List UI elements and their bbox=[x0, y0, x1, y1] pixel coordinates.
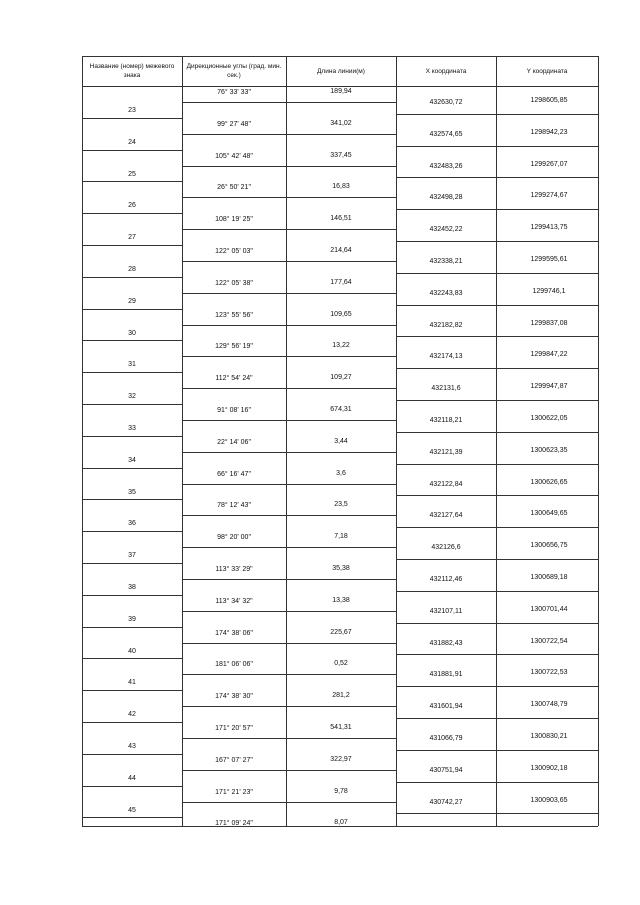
segment-length: 109,65 bbox=[330, 310, 352, 318]
point-x-coordinate: 432131,6 bbox=[431, 385, 461, 393]
point-y-coordinate: 1300623,35 bbox=[530, 446, 568, 454]
header-name: Название (номер) межевого знака bbox=[89, 63, 175, 79]
segment-angle: 112° 54' 24" bbox=[215, 375, 253, 383]
point-name: 40 bbox=[128, 647, 136, 655]
row-divider bbox=[82, 817, 182, 818]
point-y-coordinate: 1299847,22 bbox=[530, 351, 568, 359]
row-divider bbox=[82, 786, 182, 787]
segment-angle: 76° 33' 33" bbox=[217, 89, 251, 96]
point-x-coordinate: 432174,13 bbox=[429, 353, 463, 361]
segment-angle: 174° 38' 30" bbox=[215, 693, 253, 701]
point-name: 39 bbox=[128, 615, 136, 623]
point-x-coordinate: 431066,79 bbox=[429, 734, 463, 742]
row-divider bbox=[396, 686, 598, 687]
point-y-coordinate: 1299837,08 bbox=[530, 319, 568, 327]
segment-length: 541,31 bbox=[330, 724, 352, 731]
segment-angle: 113° 33' 29" bbox=[215, 566, 253, 573]
header-length: Длина линии(м) bbox=[317, 67, 365, 75]
segment-angle: 22° 14' 06" bbox=[217, 438, 251, 446]
point-x-coordinate: 431882,43 bbox=[429, 639, 463, 647]
point-name: 41 bbox=[128, 679, 136, 687]
point-name: 25 bbox=[128, 170, 136, 178]
row-divider bbox=[82, 118, 182, 119]
point-y-coordinate: 1300748,79 bbox=[530, 701, 568, 709]
row-divider bbox=[82, 436, 182, 437]
point-name: 24 bbox=[128, 138, 136, 146]
point-name: 44 bbox=[128, 774, 136, 782]
row-divider bbox=[396, 146, 598, 147]
segment-length: 225,67 bbox=[330, 628, 352, 636]
point-y-coordinate: 1298942,23 bbox=[530, 128, 568, 136]
row-divider bbox=[82, 595, 182, 596]
point-y-coordinate: 1300830,21 bbox=[530, 732, 568, 740]
point-name: 31 bbox=[128, 361, 136, 369]
segment-length: 674,31 bbox=[330, 406, 352, 413]
point-y-coordinate: 1300701,44 bbox=[530, 605, 568, 613]
row-divider bbox=[396, 495, 598, 496]
row-divider bbox=[82, 690, 182, 691]
row-divider bbox=[396, 241, 598, 242]
segment-length: 322,97 bbox=[330, 755, 352, 763]
point-y-coordinate: 1300902,18 bbox=[530, 764, 568, 772]
row-divider bbox=[182, 515, 396, 516]
row-divider bbox=[396, 400, 598, 401]
segment-length: 337,45 bbox=[330, 151, 352, 159]
segment-length: 3,6 bbox=[336, 469, 346, 477]
segment-angle: 26° 50' 21" bbox=[217, 184, 251, 192]
row-divider bbox=[396, 336, 598, 337]
segment-angle: 113° 34' 32" bbox=[215, 597, 253, 605]
header-y: Y координата bbox=[526, 67, 568, 75]
point-x-coordinate: 432338,21 bbox=[429, 257, 463, 265]
row-divider bbox=[182, 643, 396, 644]
row-divider bbox=[82, 150, 182, 151]
column-divider bbox=[396, 56, 397, 826]
row-divider bbox=[82, 826, 598, 827]
row-divider bbox=[182, 547, 396, 548]
segment-angle: 122° 05' 38" bbox=[215, 279, 253, 287]
point-y-coordinate: 1300656,75 bbox=[530, 542, 568, 550]
row-divider bbox=[182, 770, 396, 771]
row-divider bbox=[182, 388, 396, 389]
row-divider bbox=[396, 209, 598, 210]
row-divider bbox=[396, 591, 598, 592]
segment-angle: 108° 19' 25" bbox=[215, 216, 253, 224]
segment-angle: 66° 16' 47" bbox=[217, 470, 251, 478]
point-name: 35 bbox=[128, 488, 136, 496]
point-x-coordinate: 431881,91 bbox=[429, 671, 463, 679]
point-name: 33 bbox=[128, 424, 136, 432]
segment-length: 35,38 bbox=[332, 565, 350, 572]
segment-length: 3,44 bbox=[334, 437, 348, 445]
row-divider bbox=[182, 420, 396, 421]
point-y-coordinate: 1299413,75 bbox=[530, 224, 568, 232]
segment-length: 189,94 bbox=[330, 88, 352, 95]
point-name: 36 bbox=[128, 520, 136, 528]
row-divider bbox=[396, 718, 598, 719]
row-divider bbox=[396, 464, 598, 465]
point-x-coordinate: 432121,39 bbox=[429, 448, 463, 456]
point-x-coordinate: 430742,27 bbox=[429, 798, 463, 806]
row-divider bbox=[182, 579, 396, 580]
row-divider bbox=[182, 674, 396, 675]
point-name: 43 bbox=[128, 742, 136, 750]
point-x-coordinate: 430751,94 bbox=[429, 766, 463, 774]
segment-angle: 91° 08' 16" bbox=[217, 407, 251, 414]
point-x-coordinate: 432107,11 bbox=[429, 607, 463, 615]
point-y-coordinate: 1299947,87 bbox=[530, 383, 568, 391]
row-divider bbox=[82, 309, 182, 310]
row-divider bbox=[182, 706, 396, 707]
segment-length: 214,64 bbox=[330, 247, 352, 254]
row-divider bbox=[82, 56, 598, 57]
row-divider bbox=[82, 499, 182, 500]
segment-angle: 171° 21' 23" bbox=[215, 788, 253, 796]
row-divider bbox=[182, 134, 396, 135]
header-angle: Дирекционные углы (град. мин. сек.) bbox=[186, 63, 282, 79]
point-name: 42 bbox=[128, 711, 136, 719]
row-divider bbox=[82, 531, 182, 532]
point-y-coordinate: 1299274,67 bbox=[530, 192, 568, 200]
row-divider bbox=[396, 623, 598, 624]
segment-length: 13,22 bbox=[332, 342, 350, 350]
segment-length: 16,83 bbox=[332, 183, 350, 191]
header-x: X координата bbox=[425, 67, 467, 75]
segment-length: 281,2 bbox=[332, 692, 350, 700]
row-divider bbox=[182, 229, 396, 230]
row-divider bbox=[82, 277, 182, 278]
row-divider bbox=[396, 782, 598, 783]
column-divider bbox=[496, 56, 497, 826]
segment-angle: 122° 05' 03" bbox=[215, 248, 253, 255]
row-divider bbox=[182, 611, 396, 612]
point-name: 23 bbox=[128, 106, 136, 114]
row-divider bbox=[82, 627, 182, 628]
column-divider bbox=[598, 56, 599, 826]
segment-length: 177,64 bbox=[330, 278, 352, 286]
segment-angle: 98° 20' 00" bbox=[217, 534, 251, 542]
segment-length: 109,27 bbox=[330, 374, 352, 382]
row-divider bbox=[182, 356, 396, 357]
point-name: 27 bbox=[128, 234, 136, 242]
point-x-coordinate: 432122,84 bbox=[429, 480, 463, 488]
segment-length: 9,78 bbox=[334, 787, 348, 795]
point-y-coordinate: 1300722,54 bbox=[530, 637, 568, 645]
point-name: 29 bbox=[128, 297, 136, 305]
point-name: 38 bbox=[128, 583, 136, 591]
point-x-coordinate: 432498,28 bbox=[429, 194, 463, 202]
segment-angle: 181° 06' 06" bbox=[215, 661, 253, 669]
row-divider bbox=[182, 802, 396, 803]
segment-length: 13,38 bbox=[332, 596, 350, 604]
row-divider bbox=[396, 750, 598, 751]
segment-angle: 171° 20' 57" bbox=[215, 725, 253, 732]
row-divider bbox=[396, 654, 598, 655]
point-x-coordinate: 432452,22 bbox=[429, 226, 463, 234]
row-divider bbox=[396, 813, 598, 814]
row-divider bbox=[182, 102, 396, 103]
segment-length: 0,52 bbox=[334, 660, 348, 668]
point-x-coordinate: 432182,82 bbox=[429, 321, 463, 329]
segment-angle: 99° 27' 48" bbox=[217, 120, 251, 128]
point-y-coordinate: 1300622,05 bbox=[530, 414, 568, 422]
row-divider bbox=[82, 658, 182, 659]
point-x-coordinate: 432630,72 bbox=[429, 98, 463, 106]
row-divider bbox=[82, 213, 182, 214]
row-divider bbox=[182, 197, 396, 198]
point-y-coordinate: 1300722,53 bbox=[530, 669, 568, 677]
row-divider bbox=[396, 527, 598, 528]
row-divider bbox=[82, 468, 182, 469]
segment-angle: 78° 12' 43" bbox=[217, 502, 251, 510]
point-name: 32 bbox=[128, 393, 136, 401]
point-x-coordinate: 432243,83 bbox=[429, 289, 463, 297]
point-y-coordinate: 1300903,65 bbox=[530, 796, 568, 804]
row-divider bbox=[396, 177, 598, 178]
segment-angle: 174° 38' 06" bbox=[215, 629, 253, 637]
point-name: 34 bbox=[128, 456, 136, 464]
row-divider bbox=[82, 754, 182, 755]
row-divider bbox=[396, 559, 598, 560]
segment-length: 7,18 bbox=[334, 533, 348, 541]
boundary-table bbox=[82, 56, 598, 826]
point-x-coordinate: 432483,26 bbox=[429, 162, 463, 170]
point-x-coordinate: 432118,21 bbox=[429, 416, 463, 424]
row-divider bbox=[396, 273, 598, 274]
point-y-coordinate: 1298605,85 bbox=[530, 96, 568, 104]
row-divider bbox=[82, 722, 182, 723]
row-divider bbox=[182, 166, 396, 167]
segment-length: 23,5 bbox=[334, 501, 348, 509]
point-x-coordinate: 432112,46 bbox=[429, 575, 463, 583]
point-y-coordinate: 1299595,61 bbox=[530, 255, 568, 263]
point-x-coordinate: 432127,64 bbox=[429, 512, 463, 520]
point-y-coordinate: 1300689,18 bbox=[530, 573, 568, 581]
row-divider bbox=[182, 261, 396, 262]
row-divider bbox=[82, 372, 182, 373]
row-divider bbox=[82, 340, 182, 341]
point-x-coordinate: 432126,6 bbox=[431, 544, 461, 552]
segment-angle: 129° 56' 19" bbox=[215, 343, 253, 351]
point-name: 37 bbox=[128, 552, 136, 560]
row-divider bbox=[82, 563, 182, 564]
row-divider bbox=[396, 368, 598, 369]
point-name: 28 bbox=[128, 265, 136, 273]
row-divider bbox=[182, 325, 396, 326]
row-divider bbox=[182, 452, 396, 453]
segment-length: 8,07 bbox=[334, 819, 348, 827]
row-divider bbox=[396, 432, 598, 433]
point-y-coordinate: 1300626,65 bbox=[530, 478, 568, 486]
row-divider bbox=[182, 738, 396, 739]
point-y-coordinate: 1299267,07 bbox=[530, 160, 568, 168]
segment-angle: 105° 42' 48" bbox=[215, 152, 253, 160]
point-x-coordinate: 431601,94 bbox=[429, 703, 463, 711]
row-divider bbox=[182, 484, 396, 485]
row-divider bbox=[396, 114, 598, 115]
row-divider bbox=[396, 305, 598, 306]
point-name: 45 bbox=[128, 806, 136, 814]
point-x-coordinate: 432574,65 bbox=[429, 130, 463, 138]
row-divider bbox=[82, 404, 182, 405]
row-divider bbox=[82, 245, 182, 246]
segment-angle: 123° 55' 56" bbox=[215, 311, 253, 319]
row-divider bbox=[82, 181, 182, 182]
point-name: 26 bbox=[128, 202, 136, 210]
segment-length: 146,51 bbox=[330, 215, 352, 223]
point-y-coordinate: 1299746,1 bbox=[532, 287, 566, 295]
point-y-coordinate: 1300649,65 bbox=[530, 510, 568, 518]
row-divider bbox=[182, 293, 396, 294]
point-name: 30 bbox=[128, 329, 136, 337]
segment-angle: 171° 09' 24" bbox=[215, 820, 253, 828]
segment-length: 341,02 bbox=[330, 119, 352, 127]
segment-angle: 167° 07' 27" bbox=[215, 756, 253, 764]
